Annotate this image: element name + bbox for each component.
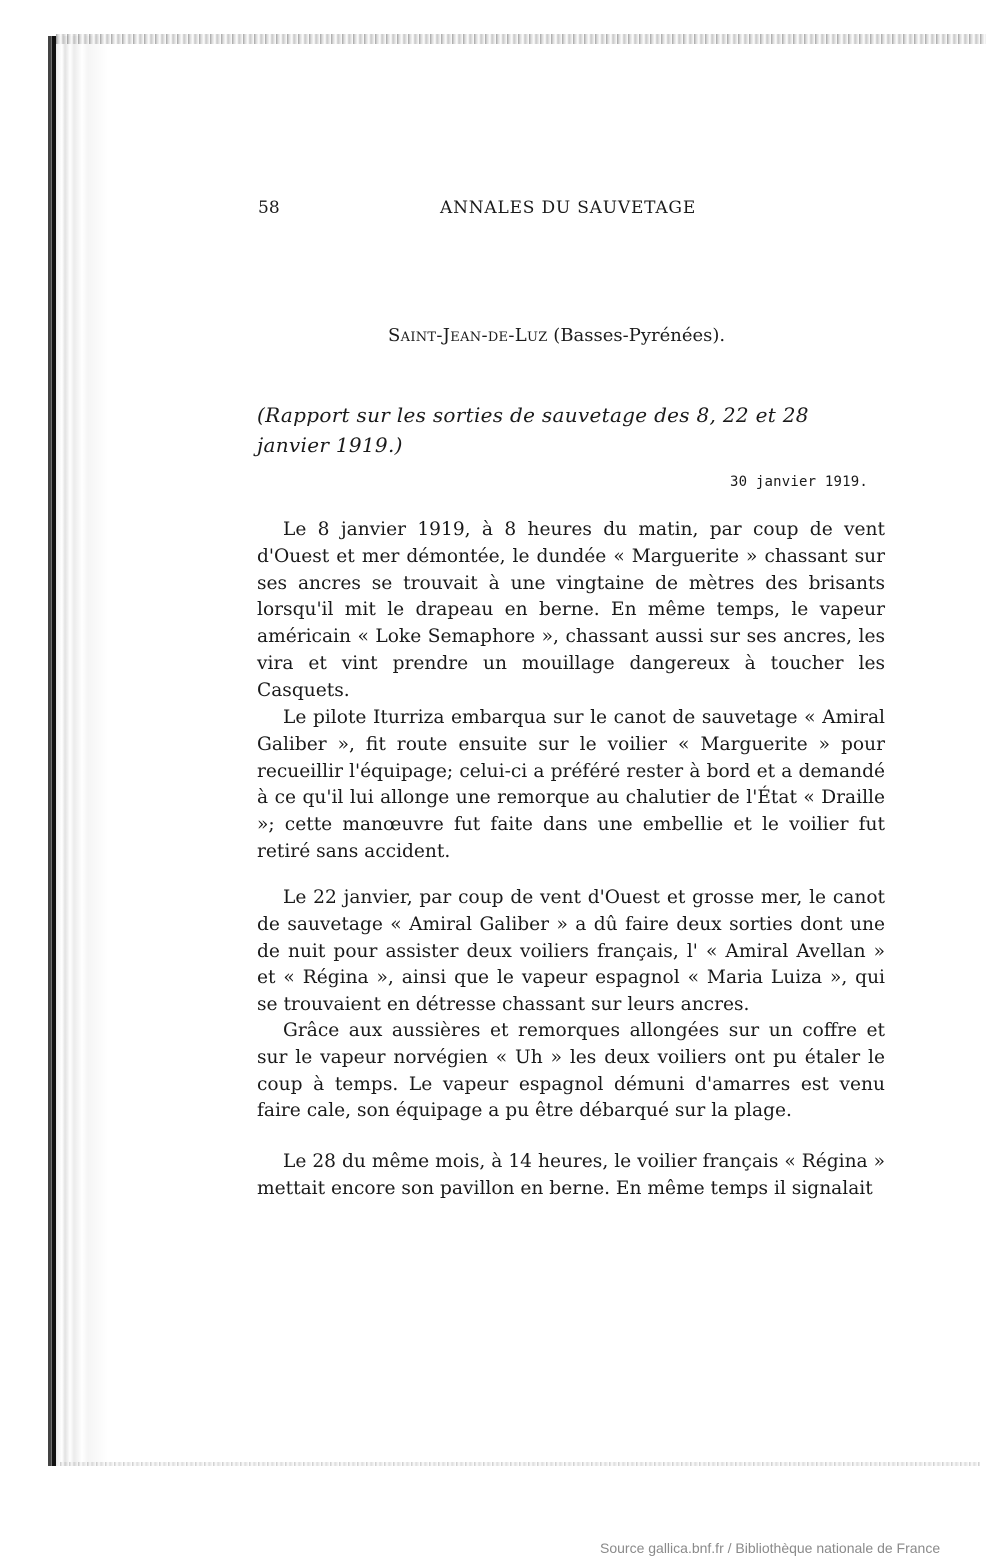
paragraph: Le 22 janvier, par coup de vent d'Ouest et grosse mer, le canot de sauvetage « Amiral Galiber » a dû faire deux sorties dont une de nuit pour assister deux voiliers français, l' « Amiral Avellan » et « Régina », ainsi que le vapeur espagnol « Maria Luiza », qui se trouvaient en détresse chassant sur leurs ancres. — [257, 887, 885, 1016]
section-title-region: (Basses-Pyrénées). — [547, 325, 726, 346]
source-watermark: Source gallica.bnf.fr / Bibliothèque nationale de France — [600, 1540, 941, 1556]
page-binding-edge — [52, 36, 56, 1466]
section-title-place: Saint-Jean-de-Luz — [388, 325, 548, 346]
scan-bottom-edge — [60, 1462, 980, 1466]
scanned-spine-shadow — [48, 36, 108, 1466]
section-title — [388, 325, 725, 346]
report-subtitle: (Rapport sur les sorties de sauvetage des 8, 22 et 28 janvier 1919.) — [257, 403, 809, 457]
running-head — [258, 198, 708, 226]
paragraph: Grâce aux aussières et remorques allongées sur un coffre et sur le vapeur norvégien « Uh » les deux voiliers ont pu étaler le coup à temps. Le vapeur espagnol démuni d'amarres est venu faire cale, son équipage a pu être débarqué sur la plage. — [257, 1020, 885, 1122]
report-date: 30 janvier 1919. — [730, 474, 869, 490]
page-number: 58 — [258, 198, 280, 218]
scan-top-edge — [56, 34, 986, 44]
paragraph: Le 28 du même mois, à 14 heures, le voilier français « Régina » mettait encore son pavillon en berne. En même temps il signalait — [257, 1151, 885, 1199]
journal-title: ANNALES DU SAUVETAGE — [440, 198, 697, 218]
paragraph: Le pilote Iturriza embarqua sur le canot de sauvetage « Amiral Galiber », fit route ensuite sur le voilier « Marguerite » pour recueillir l'équipage; celui-ci a préféré rester à bord et a demandé à ce qu'il lui allonge une remorque au chalutier de l'État « Draille »; cette manœuvre fut faite dans une embellie et le voilier fut retiré sans accident. — [257, 707, 885, 862]
paragraph: Le 8 janvier 1919, à 8 heures du matin, par coup de vent d'Ouest et mer démontée, le dundée « Marguerite » chassant sur ses ancres se trouvait à une vingtaine de mètres des brisants lorsqu'il mit le drapeau en berne. En même temps, le vapeur américain « Loke Semaphore », chassant aussi sur ses ancres, les vira et vint prendre un mouillage dangereux à toucher les Casquets. — [257, 519, 885, 701]
